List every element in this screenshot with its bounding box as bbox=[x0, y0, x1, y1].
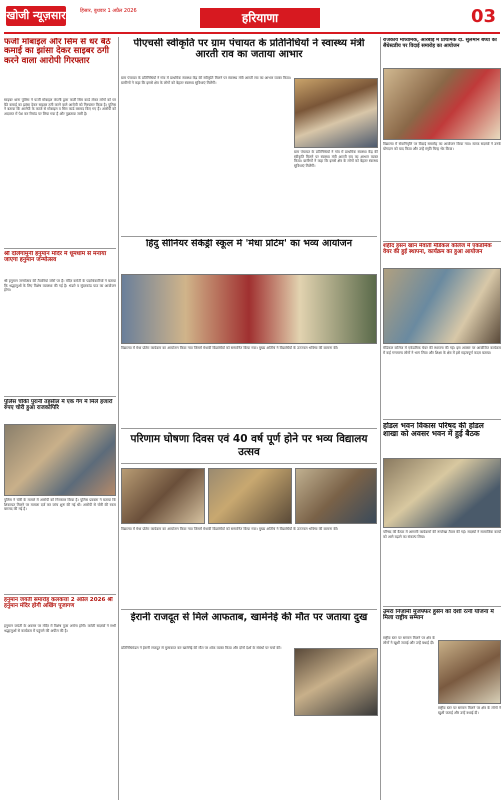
photo-school-event bbox=[121, 274, 377, 344]
headline: हिंदु सीनियर सेकेंड्री स्कूल में 'मेधा प्रोटेम' का भव्य आयोजन bbox=[145, 239, 353, 249]
issue-date: हिसार, बुधवार 1 अप्रैल 2026 bbox=[80, 8, 137, 14]
story-right-mid bbox=[383, 243, 501, 267]
photo-police-station bbox=[4, 424, 116, 496]
story-divider bbox=[4, 594, 116, 595]
article-body: परिषद की बैठक में आगामी कार्यक्रमों की रूपरेखा तैयार की गई। सदस्यों ने सामाजिक कार्यों को आगे बढ़ाने का संकल्प लिया। bbox=[383, 530, 501, 539]
headline: श्री दलिगामुनी हनुमान मंदिर में धूमधाम से मनाया जाएगा हनुमान जन्मोत्सव bbox=[4, 251, 107, 264]
story-right-hotel bbox=[383, 422, 501, 456]
banner-headline: परिणाम घोषणा दिवस एवं 40 वर्ष पूर्ण होने पर भव्य विद्यालय उत्सव bbox=[121, 428, 377, 464]
photo-meeting-hall bbox=[383, 458, 501, 528]
article-body: विद्यालय में मेधा प्रोटेम कार्यक्रम का आयोजन किया गया जिसमें मेधावी विद्यार्थियों को सम्मानित किया गया। मुख्य अतिथि ने विद्यार्थियों के उज्ज्वल भविष्य की कामना की। bbox=[121, 527, 339, 531]
headline: पुलिस चौकी पुरानी तहसील में एक गैंग में मिले हजारों रुपए चोरी हुआ राजकोपिरि bbox=[4, 399, 113, 412]
article-body: विद्यालय में सेवानिवृत्ति पर विदाई समारोह का आयोजन किया गया। स्टाफ सदस्यों ने उनके योगदान को याद किया और उन्हें स्मृति चिन्ह भेंट किया। bbox=[383, 142, 501, 151]
story-center-top bbox=[121, 38, 377, 74]
story-center-banner-body bbox=[121, 527, 377, 607]
story-center-top-side bbox=[294, 150, 378, 234]
story-right-mid-body bbox=[383, 346, 501, 418]
story-center-iran bbox=[121, 612, 377, 644]
story-divider bbox=[383, 419, 501, 420]
headline: उमरा निजामी मुजफ्फर हुसैन को देशी रत्नी योजना में मिला राष्ट्रीय सम्मान bbox=[383, 609, 494, 622]
photo-celebration bbox=[295, 468, 377, 524]
story-center-school bbox=[121, 239, 377, 271]
column-divider bbox=[118, 37, 119, 800]
photo-iran-meeting bbox=[294, 648, 378, 716]
story-left-bottom bbox=[4, 597, 116, 623]
article-body: साइबर थाना पुलिस ने फर्जी मोबाइल कंपनी द्वारा फर्जी सिम कार्ड लेकर लोगों को घर बैठे कमाई का झांसा देकर साइबर ठगी करने वाले आरोपी को गिरफ्तार किया है। पुलिस ने बताया कि आरोपी के कब्जे से मोबाइल व सिम कार्ड बरामद किए गए हैं। आरोपी को अदालत में पेश कर रिमांड पर लिया गया है और पूछताछ जारी है। bbox=[4, 98, 116, 117]
headline: होडल भवन विकास परिषद की होडल शाखा को अवसर भवन में हुई बैठक bbox=[383, 422, 484, 439]
story-divider bbox=[121, 236, 377, 237]
newspaper-logo: खोजी न्यूज़सार bbox=[6, 6, 66, 26]
article-body: ग्राम पंचायत के प्रतिनिधियों ने गांव में प्राथमिक स्वास्थ्य केंद्र की स्वीकृति मिलने पर स्वास्थ्य मंत्री आरती राव का आभार व्यक्त किया। ग्रामीणों ने कहा कि इससे क्षेत्र के लोगों को बेहतर स्वास्थ्य सुविधाएं मिलेंगी। bbox=[294, 150, 378, 169]
headline: शहीद हसन खान मेवाती मेडिकल कॉलेज में एकडमिक वेयर की हुई स्थापना, कार्यक्रम का हुआ आयोजन bbox=[383, 243, 492, 256]
headline: हनुमान जयंती समारोह कलकत्ता 2 अप्रैल 2026 श्री हनुमान मंदिर होगी अखिंग पूजागण bbox=[4, 597, 113, 610]
photo-students bbox=[208, 468, 292, 524]
page-number: 03 bbox=[470, 6, 496, 27]
photo-school-function bbox=[121, 468, 205, 524]
story-divider bbox=[121, 609, 377, 610]
article-body: पुलिस ने चोरी के मामले में आरोपी को गिरफ्तार किया है। पुलिस प्रवक्ता ने बताया कि शिकायत मिलने पर मामला दर्ज कर जांच शुरू की गई थी। आरोपी से चोरी की रकम बरामद की गई है। bbox=[4, 498, 116, 512]
story-left-lower bbox=[4, 399, 116, 423]
article-body: ग्राम पंचायत के प्रतिनिधियों ने गांव में प्राथमिक स्वास्थ्य केंद्र की स्वीकृति मिलने पर स्वास्थ्य मंत्री आरती राव का आभार व्यक्त किया। ग्रामीणों ने कहा कि इससे क्षेत्र के लोगों को बेहतर स्वास्थ्य सुविधाएं मिलेंगी। bbox=[121, 76, 291, 85]
story-divider bbox=[4, 248, 116, 249]
headline: ईरानी राजदूत से मिले आफताब, खामेनेई की मौत पर जताया दुख bbox=[130, 612, 368, 623]
story-left-bottom-body bbox=[4, 624, 116, 796]
story-divider bbox=[383, 241, 501, 242]
story-center-school-body bbox=[121, 346, 377, 426]
story-center-iran-body bbox=[121, 646, 291, 796]
story-divider bbox=[383, 606, 501, 607]
article-body: श्री हनुमान जन्मोत्सव की तैयारियां जोरों पर हैं। मंदिर कमेटी के पदाधिकारियों ने बताया कि श्रद्धालुओं के लिए विशेष व्यवस्था की गई है। भंडारे व सुंदरकांड पाठ का आयोजन होगा। bbox=[4, 279, 116, 293]
article-body: मेडिकल कॉलेज में एकेडमिक चेयर की स्थापना की गई। इस अवसर पर आयोजित कार्यक्रम में कई गणमान्य लोगों ने भाग लिया और शिक्षा के क्षेत्र में इसे महत्वपूर्ण कदम बताया। bbox=[383, 346, 501, 355]
photo-medical-college bbox=[383, 268, 501, 344]
masthead bbox=[0, 0, 504, 37]
story-right-hotel-body bbox=[383, 530, 501, 604]
story-right-bottom-side bbox=[438, 706, 501, 796]
article-body: राष्ट्रीय स्तर पर सम्मान मिलने पर क्षेत्र के लोगों ने खुशी जताई और उन्हें बधाई दी। bbox=[383, 636, 435, 645]
headline: पीएचसी स्वीकृति पर ग्राम पंचायत के प्रतिनिधियों ने स्वास्थ्य मंत्री आरती राव का जताया आभार bbox=[133, 38, 365, 60]
story-center-top-body bbox=[121, 76, 291, 234]
photo-award bbox=[438, 640, 501, 704]
story-divider bbox=[4, 396, 116, 397]
story-right-bottom bbox=[383, 609, 501, 633]
story-right-bottom-body bbox=[383, 636, 435, 796]
story-left-mid-body bbox=[4, 279, 116, 394]
column-divider bbox=[380, 37, 381, 800]
story-right-top-body bbox=[383, 142, 501, 240]
headline: राजकीय माध्यमिक, आरबाई में प्राथमिक दा. सुलेमान बघ्यां को सैंधेस्टडीय पर विदाई समारोह का आयोजन bbox=[383, 38, 497, 49]
story-right-top bbox=[383, 38, 501, 68]
article-body: हनुमान जयंती के अवसर पर मंदिर में विशेष पूजा अर्चना होगी। कमेटी सदस्यों ने सभी श्रद्धालुओं से कार्यक्रम में पहुंचने की अपील की है। bbox=[4, 624, 116, 633]
headline: फर्जी मोबाइल और सिम से धर बैठे कमाई का झांसा देकर साइबर ठगी करने वाला आरोपी गिरफ्तार bbox=[4, 38, 111, 66]
story-left-lower-body bbox=[4, 498, 116, 593]
photo-panchayat-delegation bbox=[294, 78, 378, 148]
story-left-top-body bbox=[4, 98, 116, 246]
masthead-rule bbox=[4, 32, 500, 34]
article-body: विद्यालय में मेधा प्रोटेम कार्यक्रम का आयोजन किया गया जिसमें मेधावी विद्यार्थियों को सम्मानित किया गया। मुख्य अतिथि ने विद्यार्थियों के उज्ज्वल भविष्य की कामना की। bbox=[121, 346, 339, 350]
section-title: हरियाणा bbox=[200, 8, 320, 28]
article-body: राष्ट्रीय स्तर पर सम्मान मिलने पर क्षेत्र के लोगों ने खुशी जताई और उन्हें बधाई दी। bbox=[438, 706, 501, 715]
story-left-mid bbox=[4, 251, 116, 279]
story-left-top bbox=[4, 38, 116, 98]
article-body: प्रतिनिधिमंडल ने ईरानी राजदूत से मुलाकात कर खामेनेई की मौत पर शोक व्यक्त किया और दोनों देशों के संबंधों पर चर्चा की। bbox=[121, 646, 282, 650]
photo-farewell bbox=[383, 68, 501, 140]
